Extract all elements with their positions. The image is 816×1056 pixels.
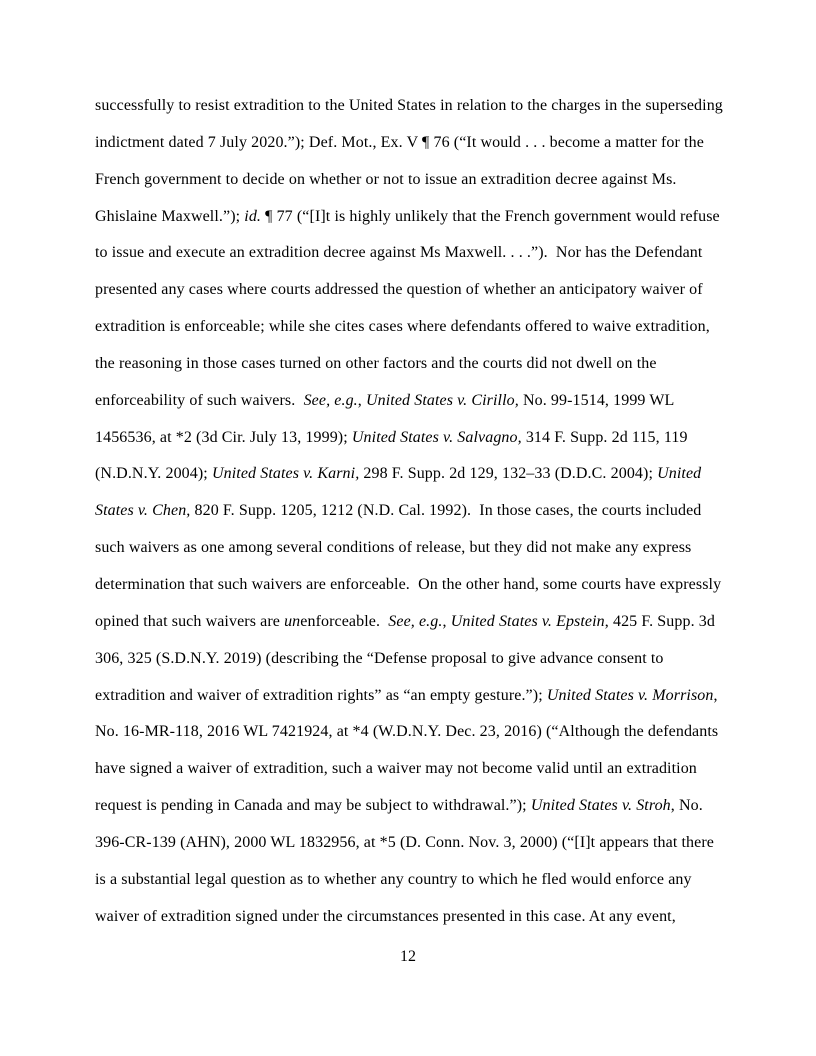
text-segment: opined that such waivers are xyxy=(95,612,285,630)
italic-text-segment: un xyxy=(284,612,301,630)
text-segment: extradition is enforceable; while she cites cases where defendants offered to waive extradition, xyxy=(95,318,710,336)
document-line xyxy=(95,788,755,825)
document-line xyxy=(95,383,755,420)
text-segment: is a substantial legal question as to whether any country to which he fled would enforce any xyxy=(95,870,692,888)
document-line xyxy=(95,825,755,862)
text-segment: French government to decide on whether or not to issue an extradition decree against Ms. xyxy=(95,170,677,188)
document-line xyxy=(95,899,755,936)
italic-text-segment: United States v. Stroh xyxy=(530,797,671,815)
text-segment: (N.D.N.Y. 2004); xyxy=(95,465,212,483)
document-line xyxy=(95,604,755,641)
document-line xyxy=(95,272,755,309)
italic-text-segment: id. xyxy=(244,207,262,225)
text-segment: waiver of extradition signed under the circumstances presented in this case. At any event, xyxy=(95,907,676,925)
text-segment: the reasoning in those cases turned on other factors and the courts did not dwell on the xyxy=(95,354,657,372)
text-segment: have signed a waiver of extradition, such a waiver may not become valid until an extradition xyxy=(95,760,697,778)
text-segment: , xyxy=(713,686,718,704)
text-segment: , No. xyxy=(670,797,703,815)
document-line xyxy=(95,125,755,162)
text-segment: No. 16-MR-118, 2016 WL 7421924, at *4 (W.D.N.Y. Dec. 23, 2016) (“Although the defendants xyxy=(95,723,719,741)
text-segment: , 425 F. Supp. 3d xyxy=(604,612,715,630)
italic-text-segment: United xyxy=(657,465,702,483)
page-footer xyxy=(0,945,816,969)
text-segment: successfully to resist extradition to the United States in relation to the charges in the superseding xyxy=(95,97,723,114)
text-segment: to issue and execute an extradition decree against Ms Maxwell. . . .”). Nor has the Defendant xyxy=(95,244,703,262)
document-line xyxy=(95,678,755,715)
italic-text-segment: See, e.g. xyxy=(303,391,358,409)
document-line xyxy=(95,420,755,457)
document-line xyxy=(95,199,755,236)
text-segment: 396-CR-139 (AHN), 2000 WL 1832956, at *5 (D. Conn. Nov. 3, 2000) (“[I]t appears that there xyxy=(95,833,714,851)
italic-text-segment: United States v. Epstein xyxy=(450,612,605,630)
italic-text-segment: United States v. Salvagno, xyxy=(351,428,522,446)
text-segment: 298 F. Supp. 2d 129, 132–33 (D.D.C. 2004); xyxy=(359,465,658,483)
text-segment: 820 F. Supp. 1205, 1212 (N.D. Cal. 1992). In those cases, the courts included xyxy=(190,502,702,520)
text-segment: determination that such waivers are enforceable. On the other hand, some courts have expressly xyxy=(95,575,722,593)
italic-text-segment: See, e.g. xyxy=(388,612,443,630)
text-segment: , xyxy=(442,612,451,630)
document-line xyxy=(95,530,755,567)
italic-text-segment: United States v. Karni, xyxy=(211,465,360,483)
text-segment: Ghislaine Maxwell.”); xyxy=(95,207,245,225)
page-number: 12 xyxy=(400,948,416,965)
italic-text-segment: United States v. Cirillo, xyxy=(365,391,519,409)
text-segment: , xyxy=(357,391,366,409)
document-line xyxy=(95,862,755,899)
text-segment: 306, 325 (S.D.N.Y. 2019) (describing the “Defense proposal to give advance consent to xyxy=(95,649,664,667)
document-line xyxy=(95,309,755,346)
document-line xyxy=(95,493,755,530)
text-segment: 1456536, at *2 (3d Cir. July 13, 1999); xyxy=(95,428,352,446)
document-line xyxy=(95,162,755,199)
text-segment: indictment dated 7 July 2020.”); Def. Mot., Ex. V ¶ 76 (“It would . . . become a matter for the xyxy=(95,133,704,151)
document-line xyxy=(95,567,755,604)
text-segment: 314 F. Supp. 2d 115, 119 xyxy=(521,428,688,446)
text-segment: No. 99-1514, 1999 WL xyxy=(518,391,675,409)
text-segment: enforceability of such waivers. xyxy=(95,391,304,409)
italic-text-segment: States v. Chen, xyxy=(95,502,191,520)
document-line xyxy=(95,641,755,678)
text-segment: presented any cases where courts addressed the question of whether an anticipatory waiver of xyxy=(95,281,703,299)
text-segment: extradition and waiver of extradition rights” as “an empty gesture.”); xyxy=(95,686,547,704)
document-line xyxy=(95,751,755,788)
document-line xyxy=(95,456,755,493)
document-line xyxy=(95,88,755,125)
document-body xyxy=(95,88,755,935)
text-segment: request is pending in Canada and may be subject to withdrawal.”); xyxy=(95,797,531,815)
text-segment: such waivers as one among several conditions of release, but they did not make any express xyxy=(95,539,692,557)
text-segment: enforceable. xyxy=(300,612,389,630)
document-line xyxy=(95,235,755,272)
text-segment: ¶ 77 (“[I]t is highly unlikely that the French government would refuse xyxy=(261,207,720,225)
italic-text-segment: United States v. Morrison xyxy=(546,686,714,704)
document-line xyxy=(95,714,755,751)
document-line xyxy=(95,346,755,383)
